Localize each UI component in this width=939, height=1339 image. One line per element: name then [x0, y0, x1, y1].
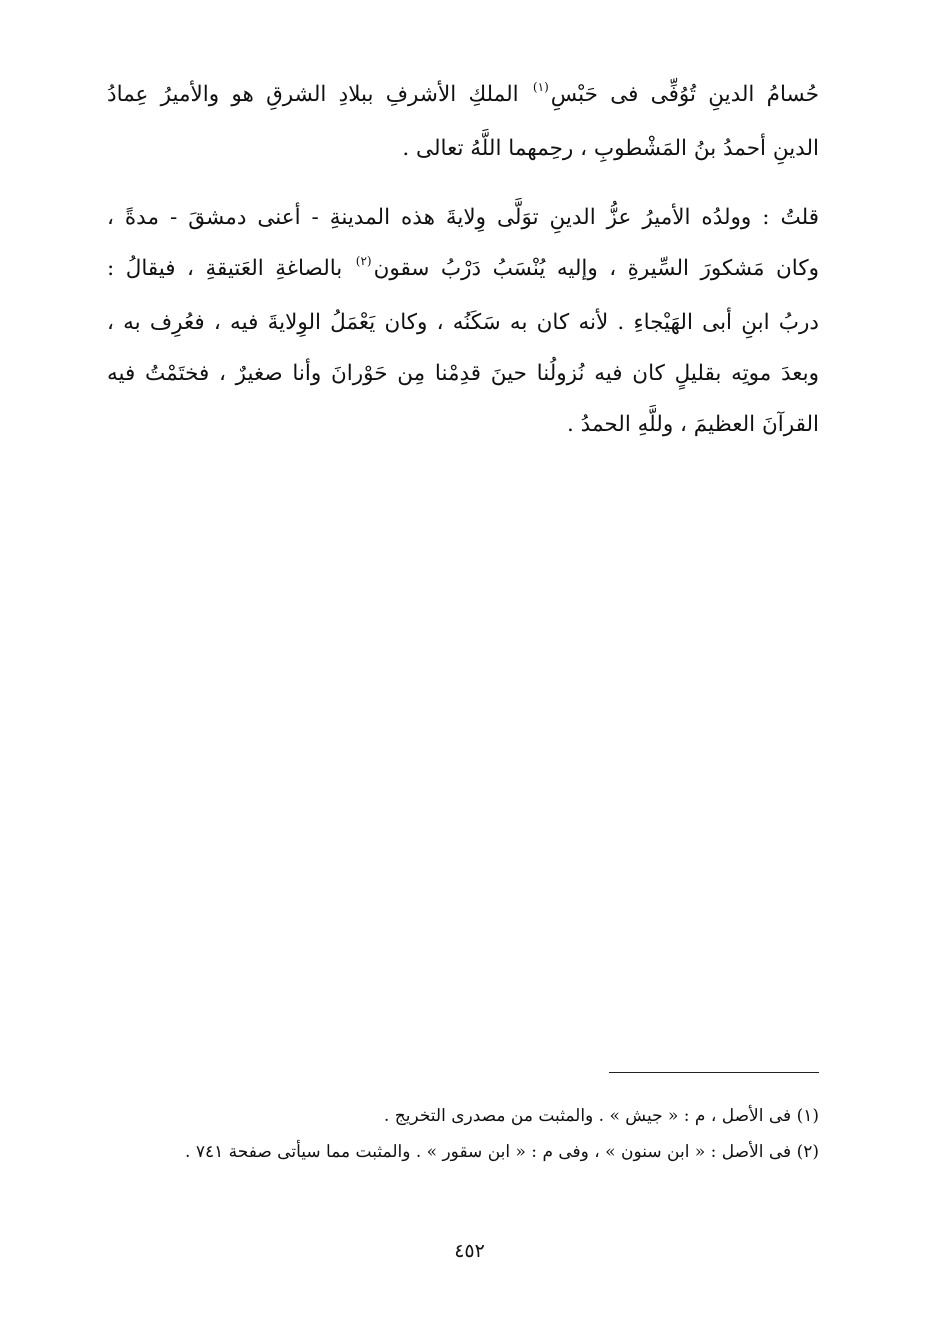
- footnote-reference-1: (١): [532, 80, 549, 94]
- paragraph-1-line-1: [107, 69, 819, 123]
- text-segment: الملكِ الأشرفِ ببلادِ الشرقِ هو والأميرُ عِمادُ: [107, 82, 519, 107]
- paragraph-2-line-3: دربُ ابنِ أبى الهَيْجاءِ . لأنه كان به سَكَنُه ، وكان يَعْمَلُ الوِلايةَ فيه ، فعُرِف به ،: [107, 310, 819, 335]
- text-segment: بالصاغةِ العَتيقةِ ، فيقالُ :: [107, 256, 343, 281]
- paragraph-2-line-1: قلتُ : وولدُه الأميرُ عزُّ الدينِ توَلَّى وِلايةَ هذه المدينةِ - أعنى دمشقَ - مدةً ،: [107, 205, 819, 230]
- text-segment: وكان مَشكورَ السِّيرةِ ، وإليه يُنْسَبُ دَرْبُ سقون: [373, 256, 819, 281]
- paragraph-2-line-4: وبعدَ موتِه بقليلٍ كان فيه نُزولُنا حينَ قدِمْنا مِن حَوْرانَ وأنا صغيرٌ ، فختَمْتُ فيه: [107, 361, 819, 386]
- paragraph-2: [107, 192, 819, 450]
- footnote-1: (١) فى الأصل ، م : « جيش » . والمثبت من مصدرى التخريج .: [383, 1106, 819, 1126]
- paragraph-2-line-5: القرآنَ العظيمَ ، وللَّهِ الحمدُ .: [567, 412, 819, 437]
- footnotes: [107, 1098, 819, 1170]
- paragraph-1-line-2: الدينِ أحمدُ بنُ المَشْطوبِ ، رحِمهما اللَّهُ تعالى .: [402, 136, 819, 161]
- footnote-separator: [609, 1072, 819, 1073]
- footnote-reference-2: (٢): [355, 254, 372, 268]
- footnote-2: (٢) فى الأصل : « ابن سنون » ، وفى م : « ابن سقور » . والمثبت مما سيأتى صفحة ٧٤١ .: [185, 1142, 819, 1162]
- text-segment: حُسامُ الدينِ تُوُفِّى فى حَبْسِ: [550, 82, 819, 107]
- paragraph-1: [107, 69, 819, 174]
- page-number: ٤٥٢: [454, 1240, 485, 1262]
- paragraph-2-line-2: [107, 243, 819, 297]
